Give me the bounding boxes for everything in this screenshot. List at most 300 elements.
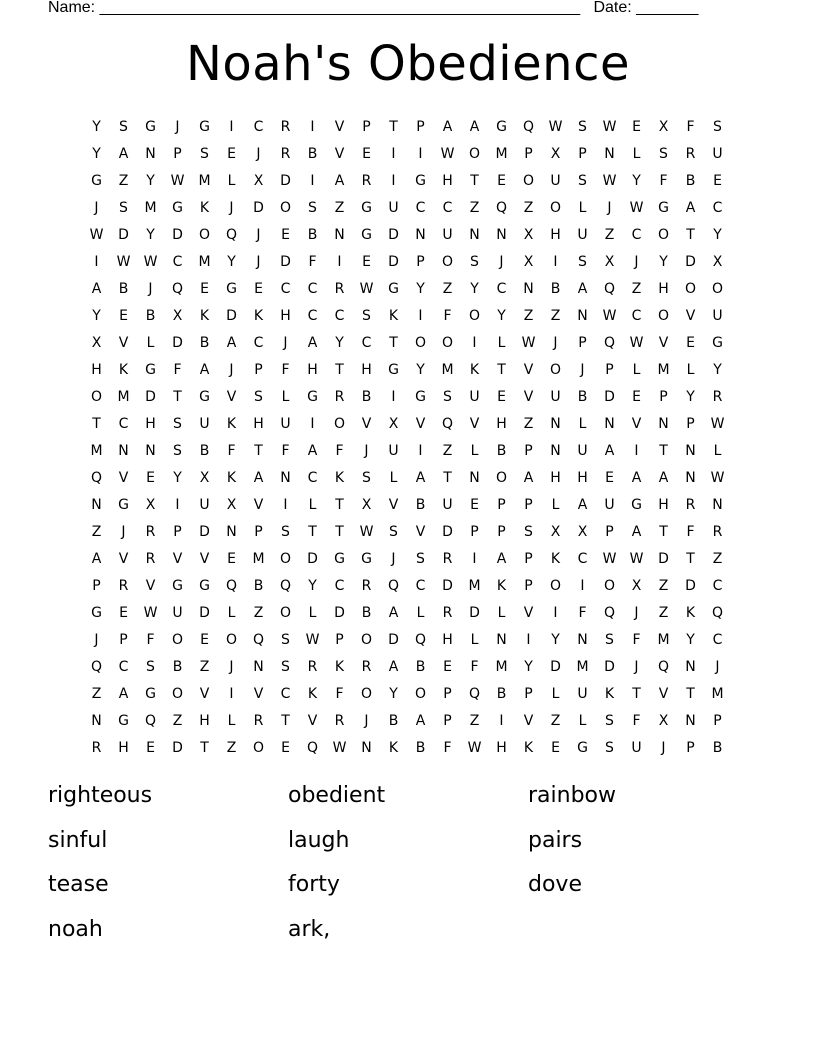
grid-letter: T <box>659 442 668 459</box>
grid-letter: P <box>254 361 263 378</box>
grid-letter: L <box>308 496 317 513</box>
grid-letter: U <box>577 442 588 459</box>
word-list <box>48 778 768 956</box>
grid-letter: E <box>605 469 614 486</box>
grid-letter: O <box>441 253 454 270</box>
grid-letter: H <box>253 415 264 432</box>
grid-letter: F <box>281 361 290 378</box>
grid-letter: G <box>172 199 183 216</box>
grid-letter: T <box>470 172 479 189</box>
grid-letter: E <box>362 145 371 162</box>
grid-letter: I <box>472 334 477 351</box>
grid-letter: M <box>198 253 211 270</box>
grid-letter: L <box>308 604 317 621</box>
grid-letter: R <box>145 523 156 540</box>
grid-letter: D <box>172 739 183 756</box>
grid-letter: U <box>712 145 723 162</box>
grid-letter: J <box>634 658 639 675</box>
grid-letter: G <box>172 577 183 594</box>
grid-letter: N <box>253 658 264 675</box>
grid-letter: G <box>199 118 210 135</box>
grid-letter: R <box>307 658 318 675</box>
grid-letter: I <box>526 631 531 648</box>
grid-letter: P <box>497 523 506 540</box>
grid-letter: C <box>280 685 291 702</box>
grid-letter: C <box>334 307 345 324</box>
grid-letter: M <box>117 388 130 405</box>
grid-letter: I <box>580 577 585 594</box>
grid-letter: V <box>199 550 210 567</box>
grid-letter: K <box>685 604 696 621</box>
grid-letter: L <box>551 685 560 702</box>
grid-letter: Y <box>632 172 641 189</box>
grid-letter: N <box>334 226 345 243</box>
grid-letter: L <box>227 604 236 621</box>
grid-letter: J <box>283 334 288 351</box>
grid-letter: U <box>550 172 561 189</box>
grid-letter: I <box>229 685 234 702</box>
grid-letter: K <box>226 469 237 486</box>
grid-letter: Z <box>550 307 561 324</box>
grid-letter: I <box>229 118 234 135</box>
grid-letter: U <box>199 496 210 513</box>
grid-letter: W <box>170 172 185 189</box>
grid-letter: V <box>118 550 129 567</box>
grid-letter: Z <box>226 739 237 756</box>
grid-letter: G <box>226 280 237 297</box>
grid-letter: S <box>281 658 290 675</box>
grid-letter: F <box>686 523 695 540</box>
grid-letter: Y <box>146 172 155 189</box>
grid-letter: H <box>496 739 507 756</box>
grid-letter: I <box>337 253 342 270</box>
grid-letter: L <box>416 604 425 621</box>
grid-letter: O <box>225 631 238 648</box>
grid-letter: A <box>442 118 453 135</box>
grid-letter: N <box>577 307 588 324</box>
grid-letter: I <box>418 145 423 162</box>
grid-letter: G <box>118 712 129 729</box>
grid-letter: W <box>629 334 644 351</box>
grid-letter: N <box>145 442 156 459</box>
grid-letter: B <box>685 172 696 189</box>
grid-letter: W <box>332 739 347 756</box>
grid-letter: Q <box>225 226 238 243</box>
grid-letter: R <box>334 388 345 405</box>
grid-letter: T <box>389 334 398 351</box>
grid-letter: O <box>252 739 265 756</box>
grid-letter: Q <box>468 685 481 702</box>
grid-letter: B <box>712 739 723 756</box>
grid-letter: H <box>361 361 372 378</box>
grid-letter: G <box>415 172 426 189</box>
word-list-item: laugh <box>288 827 350 853</box>
grid-letter: L <box>497 334 506 351</box>
grid-letter: U <box>442 496 453 513</box>
grid-letter: A <box>415 469 426 486</box>
grid-letter: H <box>91 361 102 378</box>
grid-letter: D <box>280 172 291 189</box>
grid-letter: J <box>229 658 234 675</box>
grid-letter: F <box>632 712 641 729</box>
grid-letter: I <box>418 442 423 459</box>
grid-letter: Q <box>225 577 238 594</box>
grid-letter: J <box>661 739 666 756</box>
grid-letter: A <box>631 469 642 486</box>
grid-letter: C <box>415 199 426 216</box>
grid-letter: H <box>118 739 129 756</box>
grid-letter: V <box>118 334 129 351</box>
grid-letter: N <box>604 415 615 432</box>
grid-letter: S <box>119 199 128 216</box>
grid-letter: X <box>550 145 561 162</box>
grid-letter: J <box>121 523 126 540</box>
grid-letter: S <box>200 145 209 162</box>
grid-letter: X <box>91 334 102 351</box>
letter-grid <box>83 113 731 761</box>
grid-letter: V <box>523 361 534 378</box>
grid-letter: E <box>227 145 236 162</box>
grid-letter: D <box>226 307 237 324</box>
grid-letter: V <box>253 496 264 513</box>
grid-letter: J <box>499 253 504 270</box>
grid-letter: L <box>578 199 587 216</box>
grid-letter: D <box>307 550 318 567</box>
grid-letter: J <box>229 199 234 216</box>
grid-letter: A <box>118 145 129 162</box>
grid-letter: Z <box>523 307 534 324</box>
grid-letter: T <box>686 226 695 243</box>
grid-letter: F <box>335 685 344 702</box>
grid-letter: Z <box>253 604 264 621</box>
grid-letter: H <box>658 280 669 297</box>
grid-letter: E <box>119 307 128 324</box>
grid-letter: D <box>658 550 669 567</box>
grid-letter: H <box>442 172 453 189</box>
grid-letter: N <box>91 712 102 729</box>
grid-letter: S <box>443 388 452 405</box>
grid-letter: H <box>280 307 291 324</box>
grid-letter: A <box>253 469 264 486</box>
grid-letter: T <box>335 523 344 540</box>
grid-letter: F <box>281 442 290 459</box>
grid-letter: G <box>712 334 723 351</box>
grid-letter: J <box>580 361 585 378</box>
grid-letter: W <box>359 280 374 297</box>
grid-letter: W <box>629 550 644 567</box>
grid-letter: I <box>283 496 288 513</box>
grid-letter: D <box>145 388 156 405</box>
grid-letter: J <box>256 226 261 243</box>
grid-letter: N <box>685 469 696 486</box>
grid-letter: C <box>712 631 723 648</box>
grid-letter: O <box>603 577 616 594</box>
grid-letter: C <box>496 280 507 297</box>
grid-letter: C <box>307 469 318 486</box>
grid-letter: Z <box>442 280 453 297</box>
grid-letter: N <box>496 631 507 648</box>
grid-letter: D <box>253 199 264 216</box>
grid-letter: B <box>199 442 210 459</box>
grid-letter: S <box>281 631 290 648</box>
grid-letter: W <box>521 334 536 351</box>
grid-letter: I <box>391 145 396 162</box>
grid-letter: V <box>523 712 534 729</box>
grid-letter: J <box>553 334 558 351</box>
grid-letter: S <box>146 658 155 675</box>
grid-letter: Q <box>522 118 535 135</box>
grid-letter: A <box>685 199 696 216</box>
grid-letter: C <box>712 577 723 594</box>
grid-letter: K <box>469 361 480 378</box>
grid-letter: P <box>524 145 533 162</box>
name-blank[interactable]: ______________________________________________________ <box>99 0 581 16</box>
grid-letter: O <box>279 604 292 621</box>
grid-letter: N <box>712 496 723 513</box>
grid-letter: M <box>657 631 670 648</box>
grid-letter: W <box>602 118 617 135</box>
word-list-item: tease <box>48 872 109 897</box>
grid-letter: W <box>143 604 158 621</box>
grid-letter: B <box>307 145 318 162</box>
grid-letter: D <box>172 226 183 243</box>
grid-letter: K <box>226 415 237 432</box>
grid-letter: F <box>443 307 452 324</box>
grid-letter: E <box>200 631 209 648</box>
grid-letter: B <box>550 280 561 297</box>
grid-letter: N <box>145 145 156 162</box>
grid-letter: B <box>496 442 507 459</box>
grid-letter: M <box>198 172 211 189</box>
grid-letter: Y <box>713 361 722 378</box>
grid-letter: V <box>658 334 669 351</box>
grid-letter: O <box>414 685 427 702</box>
grid-letter: D <box>442 577 453 594</box>
grid-letter: E <box>632 118 641 135</box>
grid-letter: G <box>577 739 588 756</box>
grid-letter: M <box>495 145 508 162</box>
grid-letter: N <box>91 496 102 513</box>
grid-letter: W <box>548 118 563 135</box>
grid-letter: P <box>443 712 452 729</box>
grid-letter: W <box>116 253 131 270</box>
grid-letter: S <box>173 415 182 432</box>
grid-letter: S <box>308 199 317 216</box>
word-list-item: pairs <box>528 827 583 853</box>
grid-letter: Z <box>442 442 453 459</box>
grid-letter: M <box>144 199 157 216</box>
grid-letter: F <box>578 604 587 621</box>
grid-letter: Y <box>686 388 695 405</box>
grid-letter: B <box>361 604 372 621</box>
grid-letter: D <box>685 577 696 594</box>
grid-letter: Z <box>658 577 669 594</box>
grid-letter: Q <box>603 604 616 621</box>
grid-letter: G <box>91 172 102 189</box>
grid-letter: S <box>281 523 290 540</box>
grid-letter: T <box>308 523 317 540</box>
grid-letter: M <box>252 550 265 567</box>
grid-letter: Y <box>470 280 479 297</box>
grid-letter: P <box>443 685 452 702</box>
grid-letter: G <box>658 199 669 216</box>
grid-letter: D <box>388 253 399 270</box>
grid-letter: Q <box>441 415 454 432</box>
grid-letter: N <box>685 712 696 729</box>
grid-letter: K <box>523 739 534 756</box>
grid-letter: V <box>199 685 210 702</box>
grid-letter: P <box>605 361 614 378</box>
grid-letter: B <box>172 658 183 675</box>
grid-letter: Z <box>118 172 129 189</box>
grid-letter: H <box>199 712 210 729</box>
grid-letter: D <box>388 631 399 648</box>
grid-letter: X <box>631 577 642 594</box>
grid-letter: Y <box>389 685 398 702</box>
grid-letter: D <box>604 658 615 675</box>
grid-letter: H <box>550 469 561 486</box>
grid-letter: C <box>118 415 129 432</box>
grid-letter: P <box>713 712 722 729</box>
grid-letter: T <box>686 685 695 702</box>
grid-letter: Q <box>603 334 616 351</box>
grid-letter: Z <box>469 199 480 216</box>
grid-letter: R <box>91 739 102 756</box>
grid-letter: N <box>577 631 588 648</box>
grid-letter: E <box>713 172 722 189</box>
grid-letter: K <box>334 658 345 675</box>
grid-letter: R <box>361 577 372 594</box>
grid-letter: G <box>388 361 399 378</box>
grid-letter: Q <box>279 577 292 594</box>
grid-letter: S <box>605 631 614 648</box>
grid-letter: Q <box>171 280 184 297</box>
grid-letter: U <box>388 442 399 459</box>
grid-letter: G <box>199 388 210 405</box>
grid-letter: E <box>200 280 209 297</box>
grid-letter: O <box>657 307 670 324</box>
grid-letter: H <box>658 496 669 513</box>
grid-letter: R <box>253 712 264 729</box>
grid-letter: Y <box>146 226 155 243</box>
grid-letter: A <box>91 280 102 297</box>
grid-letter: R <box>361 658 372 675</box>
grid-letter: Z <box>550 712 561 729</box>
grid-letter: N <box>226 523 237 540</box>
grid-letter: F <box>659 172 668 189</box>
grid-letter: S <box>578 172 587 189</box>
grid-letter: L <box>551 496 560 513</box>
grid-letter: J <box>256 253 261 270</box>
word-list-item: rainbow <box>528 783 616 808</box>
grid-letter: Y <box>551 631 560 648</box>
grid-letter: E <box>686 334 695 351</box>
grid-letter: X <box>172 307 183 324</box>
grid-letter: X <box>658 118 669 135</box>
grid-letter: P <box>686 415 695 432</box>
grid-letter: Y <box>308 577 317 594</box>
grid-letter: T <box>281 712 290 729</box>
grid-letter: D <box>550 658 561 675</box>
grid-letter: B <box>307 226 318 243</box>
grid-letter: J <box>229 361 234 378</box>
grid-letter: Z <box>631 280 642 297</box>
date-label: Date: <box>593 0 632 16</box>
grid-letter: N <box>550 442 561 459</box>
date-blank[interactable]: _______ <box>636 0 699 16</box>
grid-letter: O <box>360 631 373 648</box>
grid-letter: P <box>578 145 587 162</box>
grid-letter: N <box>496 226 507 243</box>
grid-letter: E <box>362 253 371 270</box>
grid-letter: A <box>496 550 507 567</box>
grid-letter: B <box>415 658 426 675</box>
grid-letter: V <box>685 307 696 324</box>
grid-letter: U <box>550 388 561 405</box>
grid-letter: I <box>175 496 180 513</box>
grid-letter: N <box>415 226 426 243</box>
grid-letter: A <box>604 442 615 459</box>
grid-letter: X <box>523 226 534 243</box>
grid-letter: K <box>307 685 318 702</box>
grid-letter: B <box>415 739 426 756</box>
grid-letter: E <box>281 739 290 756</box>
grid-letter: U <box>577 685 588 702</box>
grid-letter: Q <box>387 577 400 594</box>
grid-letter: U <box>577 226 588 243</box>
grid-letter: L <box>470 631 479 648</box>
grid-letter: V <box>145 577 156 594</box>
grid-letter: L <box>578 712 587 729</box>
grid-letter: G <box>361 550 372 567</box>
grid-letter: Z <box>91 685 102 702</box>
grid-letter: O <box>684 280 697 297</box>
grid-letter: T <box>335 361 344 378</box>
grid-letter: W <box>602 307 617 324</box>
grid-letter: F <box>227 442 236 459</box>
grid-letter: S <box>470 253 479 270</box>
grid-letter: W <box>143 253 158 270</box>
grid-letter: J <box>364 442 369 459</box>
grid-letter: R <box>145 550 156 567</box>
grid-letter: Y <box>524 658 533 675</box>
grid-letter: D <box>280 253 291 270</box>
grid-letter: X <box>388 415 399 432</box>
grid-letter: M <box>657 361 670 378</box>
grid-letter: A <box>91 550 102 567</box>
grid-letter: X <box>577 523 588 540</box>
grid-letter: C <box>577 550 588 567</box>
grid-letter: M <box>495 658 508 675</box>
grid-letter: X <box>523 253 534 270</box>
grid-letter: A <box>577 280 588 297</box>
grid-letter: U <box>388 199 399 216</box>
grid-letter: A <box>334 172 345 189</box>
grid-letter: E <box>146 469 155 486</box>
grid-letter: L <box>146 334 155 351</box>
grid-letter: Z <box>604 226 615 243</box>
grid-letter: P <box>362 118 371 135</box>
grid-letter: P <box>524 577 533 594</box>
grid-letter: F <box>335 442 344 459</box>
name-label: Name: <box>48 0 96 16</box>
grid-letter: O <box>468 145 481 162</box>
grid-letter: Q <box>657 658 670 675</box>
grid-letter: O <box>279 199 292 216</box>
grid-letter: O <box>549 577 562 594</box>
grid-letter: C <box>307 280 318 297</box>
grid-letter: E <box>551 739 560 756</box>
